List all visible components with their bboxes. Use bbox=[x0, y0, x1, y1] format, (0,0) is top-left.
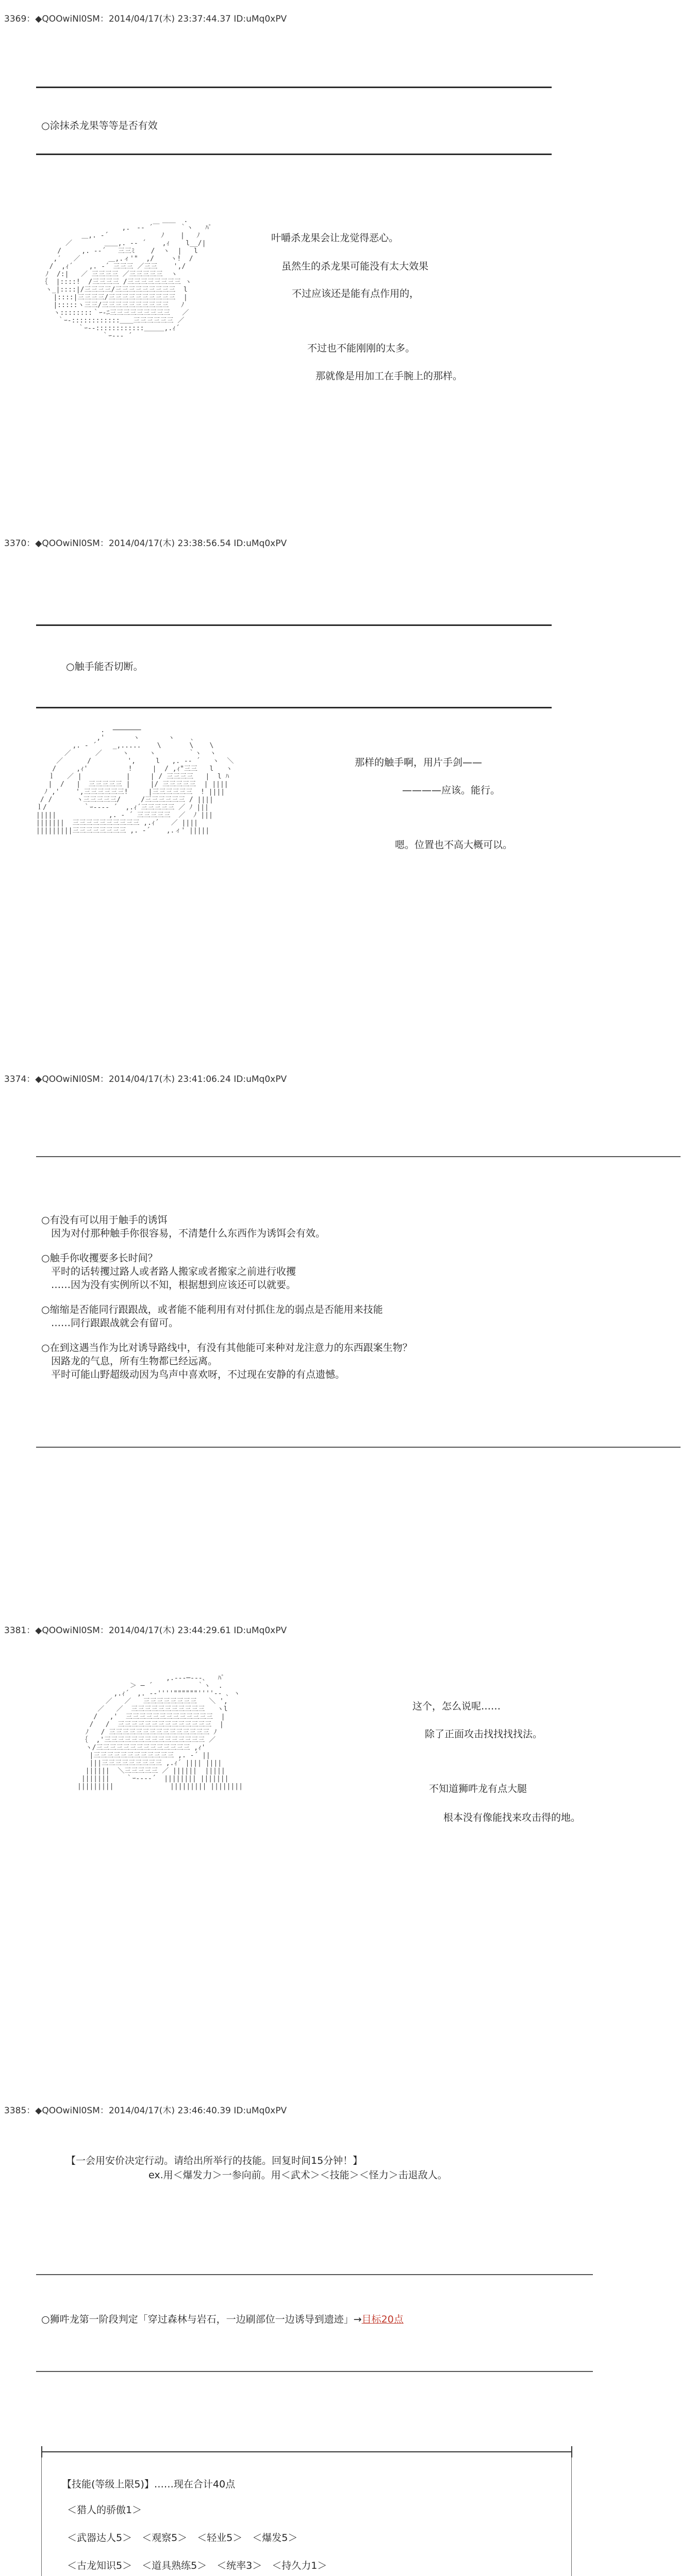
narration-line: ————应该。能行。 bbox=[402, 785, 501, 796]
post-header: 3381：◆QOOwiNl0SM：2014/04/17(木) 23:44:29.61 ID:uMq0xPV bbox=[4, 1625, 287, 1636]
question-line: ○在到这遇当作为比对诱导路线中，有没有其他能可来种对龙注意力的东西跟案生物？ bbox=[41, 1342, 412, 1353]
divider bbox=[36, 1156, 681, 1157]
post-header: 3369：◆QOOwiNl0SM：2014/04/17(木) 23:37:44.37 ID:uMq0xPV bbox=[4, 14, 287, 24]
post-header: 3370：◆QOOwiNl0SM：2014/04/17(木) 23:38:56.54 ID:uMq0xPV bbox=[4, 538, 287, 549]
skills-title: 【技能(等级上限5)】……现在合计40点 bbox=[62, 2479, 236, 2490]
topic-text: ○涂抹杀龙果等等是否有效 bbox=[41, 120, 158, 131]
narration-line: 除了正面攻击找找找找法。 bbox=[425, 1728, 543, 1740]
sheet-frame-top bbox=[41, 2451, 572, 2452]
ascii-art-dragon: ,.-‐‐─‐‐-､ ﾊﾟ ＞ ─ ´ ｀ヽ . ,.ｨ´ ,. -‐''''""""""''''‐- ､ ヽ ／ ／ 三三三三三三三三 ＼ ', ／ ／ 三三三三三三三三三三三 ヽl / ,' 三三三三三三三三三三三三三 | / / 三三三三三三三三三三三三三三 | ﾉ / 三三三三三三三三三三三三三三三 ﾉ ｛ ,'三三三三三三三三三三三三三三三 ／ ヽ/三三三三三三三三三三三三三三 ,ｨ' |三三三三三三三三三三三三 ,. ‐´ || |||三三三三三三三三三 ,.ｨ´ |||| |||| |||||| ＼三三三三三 ／ |||||| ||||| ||||||| ｀ｰ---‐´ |||||||| ||||||| ||||||||| ||||||||| |||||||| bbox=[77, 1674, 243, 1790]
question-line: ○有没有可以用于触手的诱饵 bbox=[41, 1214, 168, 1226]
target-value-link[interactable]: 目标20点 bbox=[361, 2314, 404, 2325]
ascii-art-dragon: ＿＿ . ,. -‐ ´￣ ｀ヽ ﾊﾟ ＿,. ‐´ ﾉ | ﾉ ／ ＿＿,. -‐ ´ ,ｨ l__/| / ,. -‐´ 三三ﾐ / ヽ | l ,′ ／ ＿,.ィ'" ,/ ヽ! / / ,ｨ´ ,. ‐´ 三三三 ／三三 ',/ ﾉ /:| ／ 三三三三 ／三三三三三 ヽ ｛ |::::! /三三三三 /三三三三三三三三 ヽ ヽ_|::::|/三三三三/三三三三三三三三三 l |::::|三三三三/三三三三三三三三三三 | |:::::ヽ三三/三三三三三三三三三三 ﾉ ヽ::::::::｀ｰ‐ﾆ三三三三三三三三三 ／ ｀ｰ-::::::::::::＿＿三三三三三三 ／ ｀ｰ--::::::::::::＿＿＿,.ｨ´ ｀ｰ--‐ ´ bbox=[41, 216, 212, 340]
narration-line: 嗯。位置也不高大概可以。 bbox=[395, 839, 513, 851]
divider bbox=[36, 1447, 681, 1448]
decision-example: ex.用＜爆发力＞一参向前。用＜武术＞＜技能＞＜怪力＞击退敌人。 bbox=[148, 2170, 448, 2181]
post-header: 3374：◆QOOwiNl0SM：2014/04/17(木) 23:41:06.24 ID:uMq0xPV bbox=[4, 1074, 287, 1084]
ascii-art-dragon: . ─────── ,' ヽ ヽ ､ ,. ‐ ´ _,..... \ \ \ ／ ／ ヽ ヽ ｀ヽ ヽ ／ / ', l ,. -‐ ´ ヽ ＼ / ,ｨ' ! | / ,ｨ"三三 l ヽ ｌ ／ | | | / 三三三三 | l ﾊ | / | 三三三三三 | |/ 三三三三三 | |||| ﾉ ,' ',三三三三三三! |三三三三三三 ! |||| / / ヽ三三三三三/ /三三三三三三 / |||| ｌ/ ｀ｰ---‐ ´ ,.ｨ´三三三三三 ／ ﾉ ||| ||||| ,. ‐ ´ 三三三三三 ／ ﾉ ||| ||||||| 三三三三三三三三三三 ,.ｨ´ ／ |||| |||||||||三三三三三三三三 ,. ‐´ ,.ィ' ||||| bbox=[36, 726, 234, 835]
post-header: 3385：◆QOOwiNl0SM：2014/04/17(木) 23:46:40.39 ID:uMq0xPV bbox=[4, 2106, 287, 2116]
skill-row: ＜猎人的骄傲1＞ bbox=[67, 2504, 142, 2516]
narration-line: 不过也不能刚刚的太多。 bbox=[307, 343, 416, 354]
narration-line: 根本没有像能找来攻击得的地。 bbox=[443, 1812, 581, 1823]
skill-row: ＜古龙知识5＞ ＜道具熟练5＞ ＜统率3＞ ＜持久力1＞ bbox=[67, 2560, 327, 2571]
narration-line: 这个，怎么说呢…… bbox=[412, 1701, 501, 1712]
divider bbox=[36, 2274, 593, 2275]
divider bbox=[36, 707, 552, 708]
narration-line: 不过应该还是能有点作用的， bbox=[292, 288, 420, 299]
divider bbox=[36, 154, 552, 155]
answer-line: 因路龙的气息，所有生物都已经远离。 bbox=[41, 1355, 218, 1367]
judgement-line bbox=[41, 2313, 404, 2327]
narration-line: 那就像是用加工在手腕上的那样。 bbox=[316, 370, 463, 382]
judgement-text: ○狮吽龙第一阶段判定「穿过森林与岩石，一边刷部位一边诱导到遗迹」→ bbox=[41, 2314, 362, 2325]
skill-row: ＜武器达人5＞ ＜观察5＞ ＜轻业5＞ ＜爆发5＞ bbox=[67, 2532, 298, 2544]
divider bbox=[36, 87, 552, 88]
sheet-frame-corner bbox=[571, 2446, 572, 2458]
narration-line: 虽然生的杀龙果可能没有太大效果 bbox=[281, 261, 429, 272]
decision-instruction: 【一会用安价决定行动。请给出所举行的技能。回复时间15分钟！】 bbox=[66, 2155, 363, 2166]
answer-line: 平时的话转攫过路人或者路人搬家或者搬家之前进行收攫 bbox=[41, 1266, 296, 1277]
answer-line: 因为对付那种触手你很容易，不清楚什么东西作为诱饵会有效。 bbox=[41, 1228, 326, 1239]
sheet-frame-right bbox=[571, 2458, 572, 2576]
narration-line: 那样的触手啊，用片手剑—— bbox=[355, 757, 483, 768]
narration-line: 不知道狮吽龙有点大腿 bbox=[429, 1783, 527, 1794]
sheet-frame-corner bbox=[41, 2446, 42, 2458]
question-line: ○触手你收攫要多长时间？ bbox=[41, 1252, 158, 1264]
sheet-frame-left bbox=[41, 2458, 42, 2576]
answer-line: 平时可能山野超级动因为鸟声中喜欢呀，不过现在安静的有点遗憾。 bbox=[41, 1369, 345, 1380]
divider bbox=[36, 624, 552, 626]
question-line: ○缩缩是否能同行跟跟战，或者能不能利用有对付抓住龙的弱点是否能用来技能 bbox=[41, 1304, 383, 1315]
divider bbox=[36, 2371, 593, 2372]
topic-text: ○触手能否切断。 bbox=[66, 661, 143, 672]
narration-line: 叶嚼杀龙果会让龙觉得恶心。 bbox=[271, 232, 399, 244]
answer-line: ……同行跟跟战就会有留可。 bbox=[41, 1317, 179, 1329]
answer-line: ……因为没有实例所以不知，根据想到应该还可以就要。 bbox=[41, 1279, 296, 1291]
